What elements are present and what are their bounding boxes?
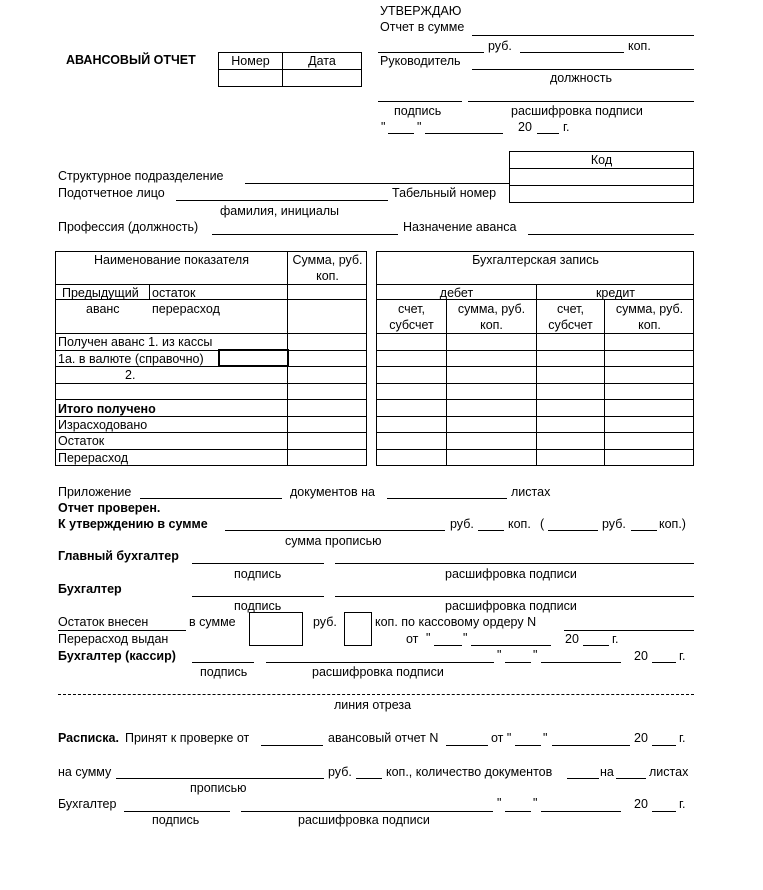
accountant-signature-field[interactable] [192,596,324,597]
approval-signature-field[interactable] [378,101,462,102]
receipt-day-field[interactable] [515,745,541,746]
order-date-quote-close: " [463,631,468,645]
balance-deposited-label: Остаток внесен [58,615,149,629]
accountable-field[interactable] [176,200,388,201]
debit-sum-header-1: сумма, руб. [457,302,526,316]
receipt-title: Расписка. [58,731,119,745]
cashier-signature-decode-caption: расшифровка подписи [312,665,444,679]
receipt-sheets-count-field[interactable] [616,778,646,779]
cashier-date-quote-open: " [497,648,502,662]
cashier-year-suffix: г. [679,649,686,663]
receipt-sum-words-field[interactable] [116,778,324,779]
balance-rub-label: руб. [313,615,337,629]
receipt-for-sum-label: на сумму [58,765,112,779]
receipt-in-words-caption: прописью [190,781,247,795]
order-year-prefix: 20 [565,632,579,646]
profession-field[interactable] [212,234,398,235]
debit-account-header-2: субсчет [389,318,434,332]
in-sum-label: в сумме [189,615,236,629]
receipt-accepted-label: Принят к проверке от [125,731,250,745]
receipt-sign-month-field[interactable] [541,811,621,812]
receipt-accepted-date-field[interactable] [261,745,323,746]
receipt-sign-year-suffix: г. [679,797,686,811]
to-approve-label: К утверждению в сумме [58,517,208,531]
division-code-field[interactable] [511,170,692,184]
receipt-date-quote-open-2: " [497,796,502,810]
accountant-signature-caption: подпись [234,599,282,613]
cashier-date-quote-close: " [533,648,538,662]
receipt-documents-count-field[interactable] [567,778,599,779]
number-field[interactable] [220,71,281,85]
overspend-paid-label: Перерасход выдан [58,632,169,646]
date-header: Дата [308,54,336,68]
approval-date-quote-close: " [417,120,422,134]
chief-accountant-label: Главный бухгалтер [58,549,179,563]
chief-signature-decode-caption: расшифровка подписи [445,567,577,581]
order-month-field[interactable] [471,645,551,646]
receipt-sheets-label: листах [649,765,689,779]
receipt-rub-field[interactable] [356,778,382,779]
approve-kop-digits-label: коп.) [659,517,686,531]
purpose-label: Назначение аванса [403,220,517,234]
cashier-signature-decode-field[interactable] [266,662,494,663]
credit-account-header-2: субсчет [548,318,593,332]
col-sum-header-2: коп. [316,269,339,283]
approve-rub-digits-label: руб. [602,517,626,531]
receipt-sign-year-field[interactable] [652,811,676,812]
approval-rub-label: руб. [488,39,512,53]
approve-sum-words-field[interactable] [225,530,445,531]
cashier-day-field[interactable] [505,662,531,663]
approval-signature-caption: подпись [394,104,442,118]
form-title: АВАНСОВЫЙ ОТЧЕТ [66,53,196,67]
sheets-count-field[interactable] [387,498,507,499]
approval-signature-decode-field[interactable] [468,101,694,102]
receipt-from-label: от " [491,731,512,745]
receipt-year-field[interactable] [652,745,676,746]
prev-advance-label-1: Предыдущий [62,286,139,300]
balance-rub-box[interactable] [249,612,303,646]
cash-order-number-field[interactable] [564,630,694,631]
number-header: Номер [231,54,270,68]
prev-overspend-label: перерасход [152,302,220,316]
col-sum-header-1: Сумма, руб. [292,253,363,267]
tab-number-label: Табельный номер [392,186,497,200]
cashier-label: Бухгалтер (кассир) [58,649,176,663]
receipt-year-prefix: 20 [634,731,648,745]
receipt-signature-decode-field[interactable] [241,811,493,812]
kop-order-label: коп. по кассовому ордеру N [375,615,537,629]
receipt-date-quote-close-2: " [533,796,538,810]
approval-report-sum-field[interactable] [472,35,694,36]
cut-line [58,694,694,695]
receipt-kop-count-label: коп., количество документов [386,765,553,779]
fio-caption: фамилия, инициалы [220,204,340,218]
prev-balance-label: остаток [152,286,196,300]
credit-sum-header-1: сумма, руб. [615,302,684,316]
overrun-label: Перерасход [58,451,129,465]
report-checked-label: Отчет проверен. [58,501,161,515]
code-header: Код [590,153,613,167]
approval-kop-field[interactable] [520,52,624,53]
approval-title: УТВЕРЖДАЮ [380,4,462,18]
chief-signature-decode-field[interactable] [335,563,694,564]
tab-number-field[interactable] [511,187,692,202]
receipt-sign-day-field[interactable] [505,811,531,812]
receipt-accountant-label: Бухгалтер [58,797,117,811]
accountant-signature-decode-caption: расшифровка подписи [445,599,577,613]
approval-day-field[interactable] [388,133,414,134]
receipt-year-suffix: г. [679,731,686,745]
approval-year-suffix: г. [563,120,570,134]
cut-line-caption: линия отреза [334,698,412,712]
sheets-label: листах [511,485,551,499]
accountable-label: Подотчетное лицо [58,186,165,200]
prev-advance-label-2: аванс [86,302,120,316]
order-date-quote-open: " [426,631,431,645]
receipt-date-quote-close: " [543,731,548,745]
attachment-label: Приложение [58,485,132,499]
debit-sum-header-2: коп. [480,318,503,332]
approval-year-field[interactable] [537,133,559,134]
profession-label: Профессия (должность) [58,220,199,234]
order-day-field[interactable] [434,645,462,646]
receipt-signature-decode-caption: расшифровка подписи [298,813,430,827]
approval-rub-field[interactable] [378,52,484,53]
receipt-sign-year-prefix: 20 [634,797,648,811]
approve-kop-label: коп. [508,517,531,531]
received-other-label: 2. [125,368,136,382]
approval-kop-label: коп. [628,39,651,53]
cashier-month-field[interactable] [541,662,621,663]
approval-head-label: Руководитель [380,54,461,68]
date-field[interactable] [284,71,360,85]
received-cash-label: Получен аванс 1. из кассы [58,335,213,349]
credit-sum-header-2: коп. [638,318,661,332]
approve-rub-label: руб. [450,517,474,531]
cashier-year-prefix: 20 [634,649,648,663]
order-year-field[interactable] [583,645,609,646]
receipt-signature-caption: подпись [152,813,200,827]
receipt-signature-field[interactable] [124,811,230,812]
received-currency-label: 1а. в валюте (справочно) [58,352,204,366]
currency-amount-field[interactable] [218,349,289,367]
receipt-rub-label: руб. [328,765,352,779]
remainder-label: Остаток [58,434,105,448]
division-label: Структурное подразделение [58,169,224,183]
approval-position-caption: должность [550,71,612,85]
credit-header: кредит [595,286,636,300]
spent-label: Израсходовано [58,418,148,432]
credit-account-header-1: счет, [557,302,584,316]
sum-words-caption: сумма прописью [285,534,382,548]
receipt-on-label: на [600,765,614,779]
approve-kop-digits-field[interactable] [631,530,657,531]
paren-open: ( [540,517,545,531]
receipt-report-number-field[interactable] [446,745,488,746]
purpose-field[interactable] [528,234,694,235]
approval-signature-decode-caption: расшифровка подписи [511,104,643,118]
order-date-from-label: от [406,632,419,646]
approval-head-field[interactable] [472,69,694,70]
chief-signature-field[interactable] [192,563,324,564]
receipt-month-field[interactable] [552,745,630,746]
col-name-header: Наименование показателя [94,253,249,267]
division-field[interactable] [245,183,509,184]
receipt-report-no-label: авансовый отчет N [328,731,439,745]
total-received-label: Итого получено [58,402,156,416]
approval-year-prefix: 20 [518,120,532,134]
debit-account-header-1: счет, [398,302,425,316]
balance-kop-box[interactable] [344,612,372,646]
approval-report-sum-label: Отчет в сумме [380,20,465,34]
accounting-header: Бухгалтерская запись [472,253,599,267]
accountant-label: Бухгалтер [58,582,122,596]
approve-rub-digits-field[interactable] [548,530,598,531]
debit-header: дебет [439,286,474,300]
approve-rub-field[interactable] [478,530,504,531]
approval-date-quote-open: " [381,120,386,134]
cashier-signature-caption: подпись [200,665,248,679]
cashier-signature-field[interactable] [192,662,254,663]
attachment-count-field[interactable] [140,498,282,499]
documents-on-label: документов на [290,485,375,499]
accountant-signature-decode-field[interactable] [335,596,694,597]
approval-month-field[interactable] [425,133,503,134]
order-year-suffix: г. [612,632,619,646]
cashier-year-field[interactable] [652,662,676,663]
chief-signature-caption: подпись [234,567,282,581]
